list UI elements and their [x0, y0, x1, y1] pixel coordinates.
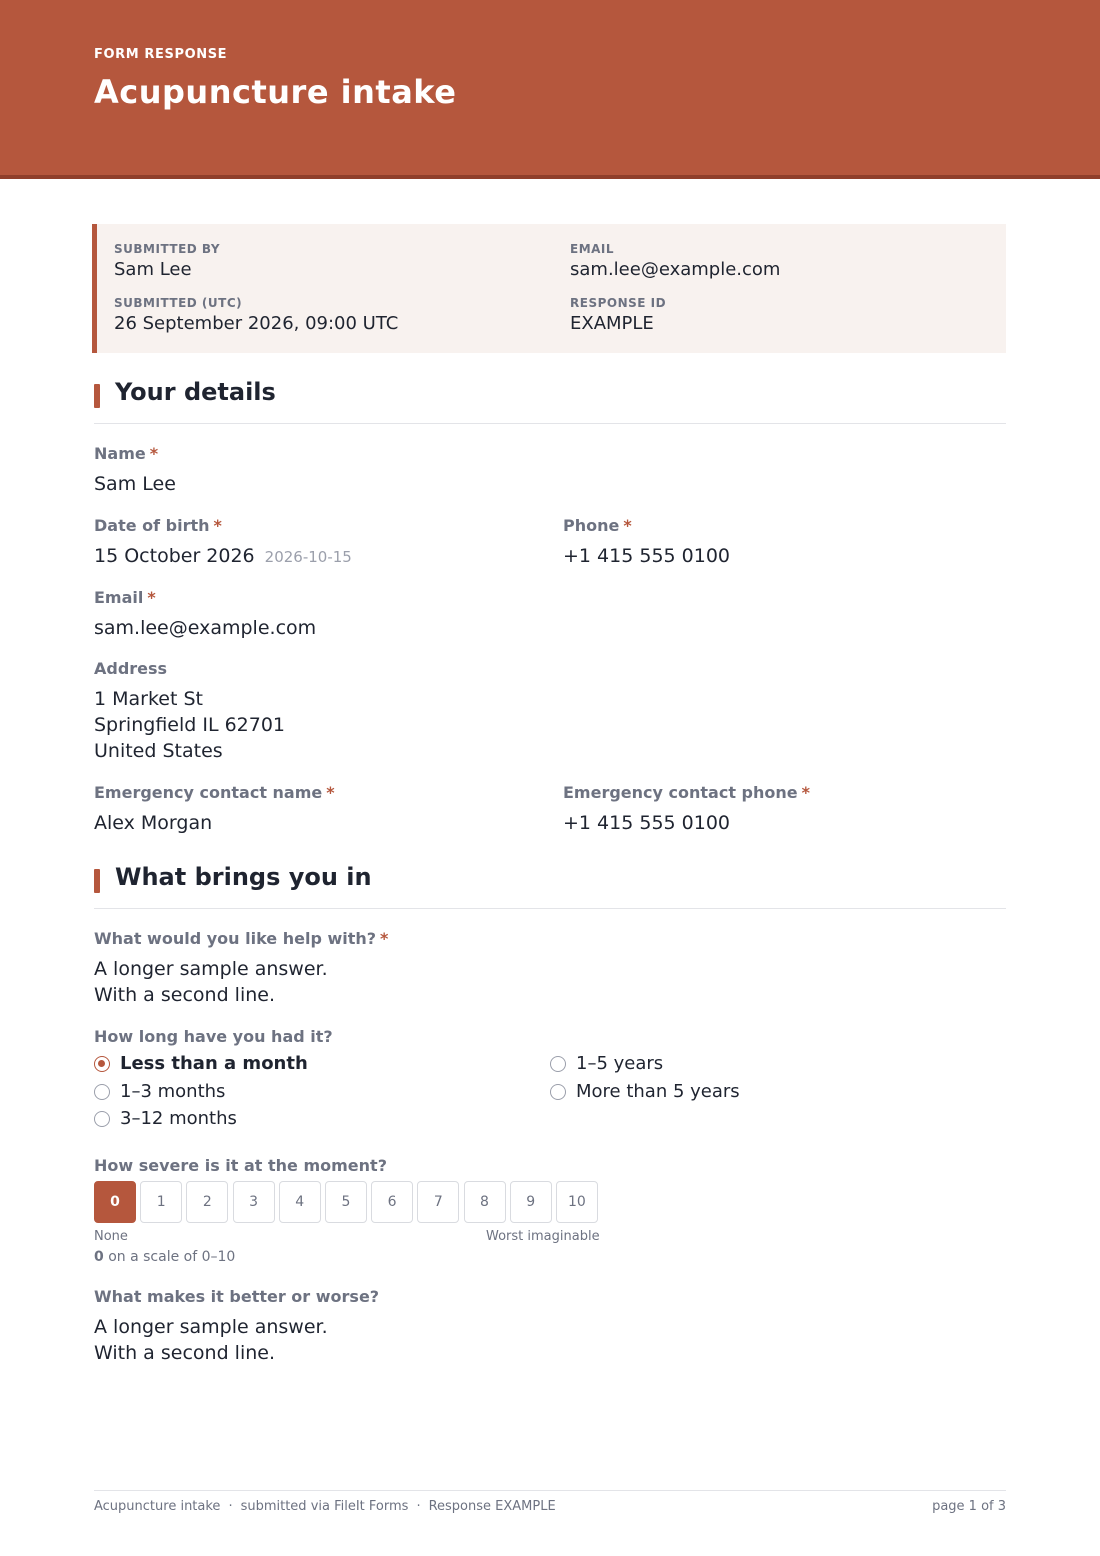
field-label-text: Emergency contact name: [94, 783, 323, 802]
required-marker: *: [623, 516, 632, 535]
field-label-text: Email: [94, 588, 144, 607]
scale-box-8: 8: [464, 1181, 506, 1223]
field-name: [94, 444, 176, 497]
field-label: [94, 783, 335, 803]
field-help-with: [94, 929, 388, 1008]
meta-value: EXAMPLE: [570, 313, 654, 334]
scale-min-label: None: [94, 1229, 128, 1244]
field-phone: [563, 516, 730, 569]
field-severity: [94, 1156, 387, 1176]
field-label-text: Name: [94, 444, 146, 463]
radio-option-more-than-5-years: [550, 1081, 740, 1102]
radio-option-1-3-months: [94, 1081, 225, 1102]
radio-option-less-than-a-month: [94, 1053, 308, 1074]
meta-email: [570, 242, 780, 281]
meta-response-id: [570, 296, 666, 335]
field-emergency-contact-phone: [563, 783, 810, 836]
field-value: Alex Morgan: [94, 812, 213, 834]
address-line-3: United States: [94, 740, 223, 762]
scale-box-7: 7: [417, 1181, 459, 1223]
address-line-1: 1 Market St: [94, 688, 203, 710]
address-line-2: Springfield IL 62701: [94, 714, 286, 736]
field-label: How long have you had it?: [94, 1027, 333, 1046]
radio-unselected-icon: [550, 1056, 566, 1072]
footer-info: [94, 1499, 556, 1514]
field-label-text: Phone: [563, 516, 620, 535]
field-value: [94, 956, 388, 1008]
answer-line-2: With a second line.: [94, 984, 275, 1006]
field-better-worse: [94, 1287, 379, 1366]
required-marker: *: [213, 516, 222, 535]
required-marker: *: [801, 783, 810, 802]
scale-max-label: Worst imaginable: [486, 1229, 600, 1244]
scale-box-6: 6: [371, 1181, 413, 1223]
field-label-text: What would you like help with?: [94, 929, 377, 948]
field-label-text: Date of birth: [94, 516, 210, 535]
meta-submitted-by: [114, 242, 220, 281]
page-footer: [94, 1490, 1006, 1514]
section-accent-bar: [94, 869, 100, 893]
radio-label: 1–3 months: [120, 1081, 226, 1102]
field-label: [94, 444, 176, 464]
form-title: Acupuncture intake: [94, 73, 457, 111]
scale-summary-text: on a scale of 0–10: [108, 1249, 236, 1265]
field-email: [94, 588, 316, 641]
radio-label: More than 5 years: [576, 1081, 740, 1102]
radio-unselected-icon: [550, 1084, 566, 1100]
field-duration: [94, 1027, 333, 1047]
radio-option-3-12-months: [94, 1108, 237, 1129]
answer-line-1: A longer sample answer.: [94, 958, 328, 980]
footer-form-name: Acupuncture intake: [94, 1499, 221, 1514]
meta-label: RESPONSE ID: [570, 296, 667, 310]
scale-summary-value: 0: [94, 1249, 104, 1265]
required-marker: *: [380, 929, 389, 948]
field-label: How severe is it at the moment?: [94, 1156, 387, 1175]
radio-selected-icon: [94, 1056, 110, 1072]
scale-box-0: 0: [94, 1181, 136, 1223]
meta-label: SUBMITTED BY: [114, 242, 221, 256]
meta-label: SUBMITTED (UTC): [114, 296, 243, 310]
field-label: What makes it better or worse?: [94, 1287, 380, 1306]
field-label: [94, 929, 388, 949]
section-what-brings-you-in: [94, 859, 1006, 909]
section-title: Your details: [115, 378, 276, 406]
radio-unselected-icon: [94, 1111, 110, 1127]
footer-page-number: page 1 of 3: [932, 1499, 1006, 1514]
field-label: Address: [94, 659, 168, 678]
radio-unselected-icon: [94, 1084, 110, 1100]
field-label: [563, 516, 730, 536]
footer-via: submitted via FileIt Forms: [240, 1499, 409, 1514]
scale-box-2: 2: [186, 1181, 228, 1223]
radio-label: 3–12 months: [120, 1108, 237, 1129]
severity-scale: [94, 1181, 602, 1223]
meta-label: EMAIL: [570, 242, 615, 256]
field-label: [94, 588, 316, 608]
meta-value: Sam Lee: [114, 259, 192, 280]
scale-box-3: 3: [233, 1181, 275, 1223]
radio-label: Less than a month: [120, 1053, 308, 1074]
section-title: What brings you in: [115, 863, 372, 891]
field-value: sam.lee@example.com: [94, 617, 317, 639]
dob-iso-value: 2026-10-15: [264, 548, 352, 566]
meta-value: sam.lee@example.com: [570, 259, 781, 280]
required-marker: *: [326, 783, 335, 802]
field-value: +1 415 555 0100: [563, 812, 731, 834]
radio-label: 1–5 years: [576, 1053, 664, 1074]
header-kicker: FORM RESPONSE: [94, 47, 228, 62]
required-marker: *: [149, 444, 159, 463]
required-marker: *: [147, 588, 156, 607]
scale-box-1: 1: [140, 1181, 182, 1223]
scale-box-4: 4: [279, 1181, 321, 1223]
dob-value: 15 October 2026: [94, 545, 255, 567]
answer-line-1: A longer sample answer.: [94, 1316, 328, 1338]
answer-line-2: With a second line.: [94, 1342, 275, 1364]
field-emergency-contact-name: [94, 783, 335, 836]
field-label: [563, 783, 810, 803]
field-address: [94, 659, 285, 764]
scale-box-5: 5: [325, 1181, 367, 1223]
footer-separator: ·: [416, 1499, 421, 1514]
section-your-details: [94, 374, 1006, 424]
field-value: +1 415 555 0100: [563, 545, 731, 567]
field-value: [94, 1314, 379, 1366]
field-value: Sam Lee: [94, 473, 176, 495]
meta-submitted-utc: [114, 296, 398, 335]
scale-box-9: 9: [510, 1181, 552, 1223]
submission-meta-panel: [92, 224, 1006, 353]
field-label: [94, 516, 352, 536]
meta-value: 26 September 2026, 09:00 UTC: [114, 313, 399, 334]
field-value: [94, 543, 352, 570]
form-header: [0, 0, 1100, 179]
field-label-text: Emergency contact phone: [563, 783, 798, 802]
radio-option-1-5-years: [550, 1053, 663, 1074]
field-date-of-birth: [94, 516, 352, 570]
section-accent-bar: [94, 384, 100, 408]
field-value: [94, 686, 285, 764]
scale-summary: [94, 1249, 235, 1265]
footer-response: Response EXAMPLE: [428, 1499, 556, 1514]
footer-separator: ·: [228, 1499, 233, 1514]
scale-box-10: 10: [556, 1181, 598, 1223]
